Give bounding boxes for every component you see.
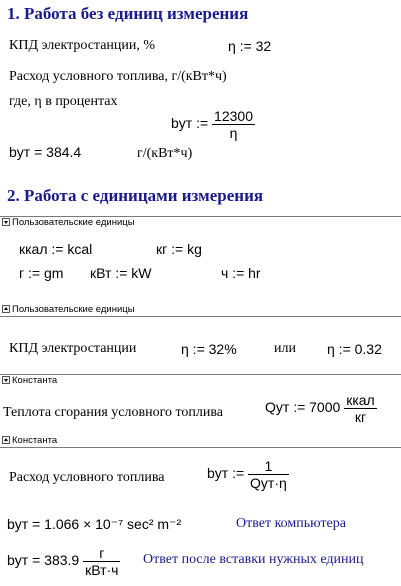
expand-arrow-icon[interactable]	[2, 436, 10, 444]
section2-eta-percent[interactable]: η := 32%	[181, 341, 237, 357]
b3-result[interactable]	[7, 545, 120, 578]
section1-b-result-unit: г/(кВт*ч)	[137, 146, 193, 161]
unit-def-gm[interactable]: г := gm	[19, 265, 64, 281]
section1-b-definition[interactable]	[171, 108, 255, 141]
b2-denominator: Qут·η	[250, 475, 287, 491]
collapse-arrow-icon[interactable]	[2, 376, 10, 384]
b-denominator: η	[212, 124, 255, 141]
q-lhs: Qут := 7000	[265, 399, 341, 416]
unit-def-kw[interactable]: кВт := kW	[90, 265, 152, 281]
region-user-units-header[interactable]	[0, 216, 401, 229]
q-numerator: ккал	[346, 392, 375, 408]
region-constant-header[interactable]	[0, 374, 401, 387]
after-units-answer-label: Ответ после вставки нужных единиц	[143, 552, 364, 567]
section2-or-label: или	[274, 341, 296, 356]
b2-result[interactable]: bут = 1.066 × 10⁻⁷ sec² m⁻²	[7, 516, 182, 532]
unit-def-kg[interactable]: кг := kg	[156, 241, 202, 257]
b3-lhs: bут = 383.9	[7, 552, 80, 569]
b-numerator: 12300	[214, 108, 253, 124]
q-fraction	[344, 392, 377, 425]
b2-numerator: 1	[264, 458, 273, 474]
section1-where-label: где, η в процентах	[9, 94, 118, 109]
q-definition[interactable]	[265, 392, 377, 425]
collapse-arrow-icon[interactable]	[2, 218, 10, 226]
region-user-units-label: Пользовательские единицы	[12, 217, 135, 228]
region-constant-label: Константа	[12, 375, 58, 386]
expand-arrow-icon[interactable]	[2, 305, 10, 313]
unit-def-kcal[interactable]: ккал := kcal	[19, 241, 93, 257]
b3-numerator: г	[99, 545, 105, 561]
region-user-units-end-label: Пользовательские единицы	[12, 304, 135, 315]
section2-title: 2. Работа с единицами измерения	[7, 186, 264, 205]
section1-eta-assign[interactable]: η := 32	[228, 38, 272, 54]
region-constant-footer[interactable]	[0, 435, 401, 448]
b-lhs: bут :=	[171, 115, 209, 132]
unit-def-hr[interactable]: ч := hr	[221, 265, 261, 281]
section1-b-result[interactable]: bут = 384.4	[9, 144, 82, 160]
b2-definition[interactable]	[207, 458, 289, 491]
b2-fraction	[248, 458, 289, 491]
section2-fuel-label: Расход условного топлива	[9, 470, 165, 485]
section2-kpd-label: КПД электростанции	[9, 341, 137, 356]
region-user-units-footer[interactable]	[0, 304, 401, 317]
b3-fraction	[83, 545, 120, 578]
b2-lhs: bут :=	[207, 465, 245, 482]
section1-kpd-label: КПД электростанции, %	[9, 38, 156, 53]
region-constant-end-label: Константа	[12, 435, 58, 446]
section1-fuel-label: Расход условного топлива, г/(кВт*ч)	[9, 69, 227, 84]
section2-heat-label: Теплота сгорания условного топлива	[3, 405, 224, 420]
b3-denominator: кВт·ч	[85, 562, 119, 578]
b-fraction	[212, 108, 255, 141]
section2-eta-decimal[interactable]: η := 0.32	[327, 341, 382, 357]
computer-answer-label: Ответ компьютера	[236, 516, 346, 531]
section1-title: 1. Работа без единиц измерения	[7, 4, 249, 23]
q-denominator: кг	[344, 408, 377, 425]
